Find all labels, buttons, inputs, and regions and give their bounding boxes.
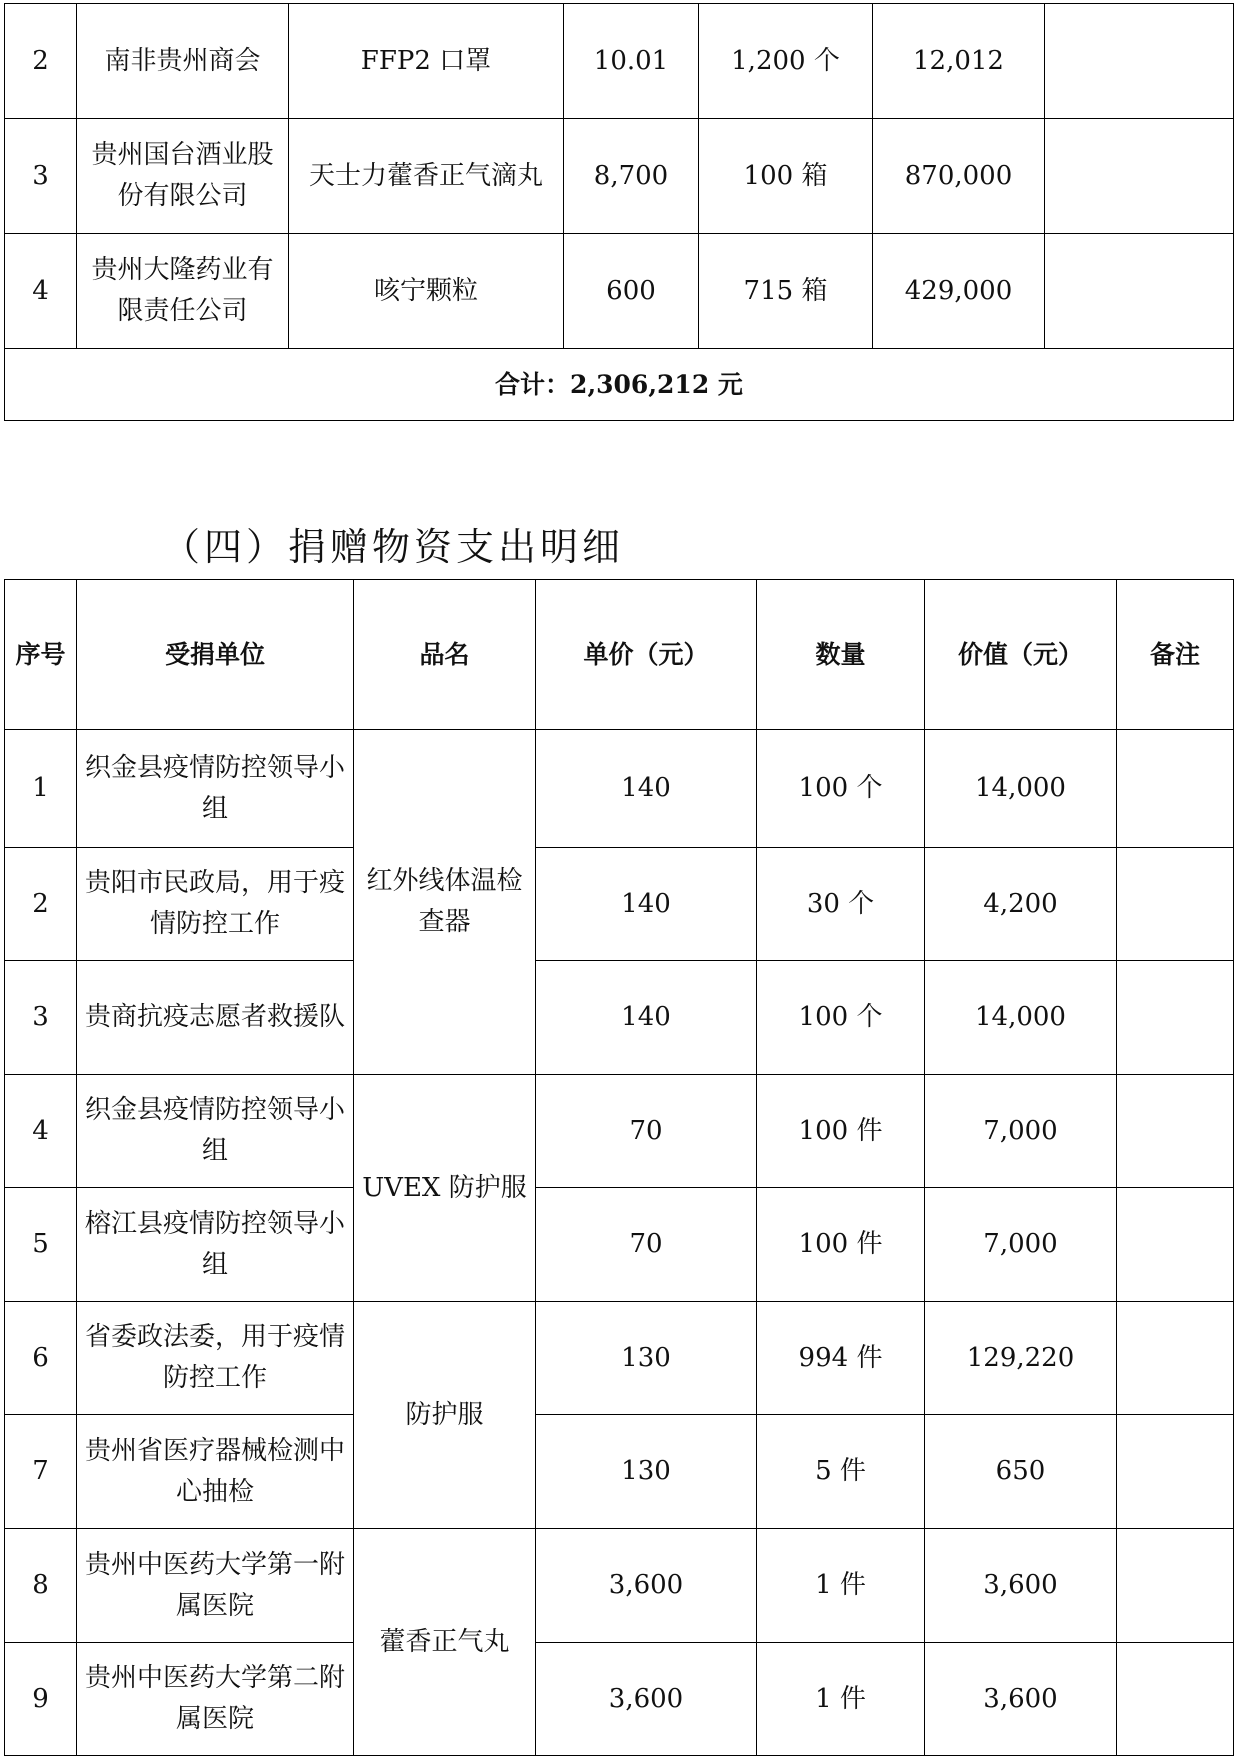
note [1045, 4, 1234, 119]
value: 12,012 [873, 4, 1045, 119]
recipient-unit: 贵阳市民政局，用于疫情防控工作 [77, 848, 354, 961]
note [1117, 1415, 1234, 1529]
recipient-unit: 榕江县疫情防控领导小组 [77, 1188, 354, 1302]
value: 7,000 [925, 1188, 1117, 1302]
quantity: 100 件 [757, 1188, 925, 1302]
quantity: 1 件 [757, 1643, 925, 1756]
quantity: 994 件 [757, 1302, 925, 1415]
note [1117, 1302, 1234, 1415]
value: 7,000 [925, 1075, 1117, 1188]
recipient-unit: 贵商抗疫志愿者救援队 [77, 961, 354, 1075]
quantity: 1 件 [757, 1529, 925, 1643]
value: 429,000 [873, 234, 1045, 349]
table-row [5, 730, 1234, 848]
header-value: 价值（元） [925, 580, 1117, 730]
table-row [5, 234, 1234, 349]
header-note: 备注 [1117, 580, 1234, 730]
quantity: 715 箱 [699, 234, 873, 349]
recipient-unit: 织金县疫情防控领导小组 [77, 730, 354, 848]
row-number: 2 [5, 848, 77, 961]
item-name: FFP2 口罩 [289, 4, 564, 119]
row-number: 8 [5, 1529, 77, 1643]
header-recipient: 受捐单位 [77, 580, 354, 730]
table-row [5, 4, 1234, 119]
donor-unit: 南非贵州商会 [77, 4, 289, 119]
item-name: 藿香正气丸 [354, 1529, 536, 1756]
item-name: 红外线体温检查器 [354, 730, 536, 1075]
unit-price: 70 [536, 1188, 757, 1302]
table-row [5, 1302, 1234, 1415]
header-no: 序号 [5, 580, 77, 730]
header-item: 品名 [354, 580, 536, 730]
row-number: 7 [5, 1415, 77, 1529]
row-number: 5 [5, 1188, 77, 1302]
value: 870,000 [873, 119, 1045, 234]
section-title: （四）捐赠物资支出明细 [162, 525, 625, 569]
header-price: 单价（元） [536, 580, 757, 730]
unit-price: 140 [536, 730, 757, 848]
item-name: 咳宁颗粒 [289, 234, 564, 349]
row-number: 3 [5, 961, 77, 1075]
quantity: 30 个 [757, 848, 925, 961]
donor-unit: 贵州大隆药业有限责任公司 [77, 234, 289, 349]
note [1117, 848, 1234, 961]
donor-unit: 贵州国台酒业股份有限公司 [77, 119, 289, 234]
value: 4,200 [925, 848, 1117, 961]
quantity: 100 箱 [699, 119, 873, 234]
item-name: UVEX 防护服 [354, 1075, 536, 1302]
row-number: 4 [5, 1075, 77, 1188]
value: 650 [925, 1415, 1117, 1529]
table-row [5, 1075, 1234, 1188]
recipient-unit: 织金县疫情防控领导小组 [77, 1075, 354, 1188]
note [1117, 1075, 1234, 1188]
value: 3,600 [925, 1529, 1117, 1643]
header-row [5, 580, 1234, 730]
unit-price: 140 [536, 961, 757, 1075]
item-name: 防护服 [354, 1302, 536, 1529]
total-row [5, 349, 1234, 421]
note [1117, 1529, 1234, 1643]
table-row [5, 1415, 1234, 1529]
total-amount: 合计：2,306,212 元 [5, 349, 1234, 421]
note [1045, 234, 1234, 349]
donation-expenditure-table [4, 579, 1234, 1756]
recipient-unit: 贵州中医药大学第一附属医院 [77, 1529, 354, 1643]
quantity: 1,200 个 [699, 4, 873, 119]
unit-price: 130 [536, 1415, 757, 1529]
quantity: 100 件 [757, 1075, 925, 1188]
value: 129,220 [925, 1302, 1117, 1415]
unit-price: 10.01 [564, 4, 699, 119]
table-row [5, 961, 1234, 1075]
note [1117, 1188, 1234, 1302]
unit-price: 3,600 [536, 1643, 757, 1756]
table-row [5, 119, 1234, 234]
quantity: 5 件 [757, 1415, 925, 1529]
value: 3,600 [925, 1643, 1117, 1756]
item-name: 天士力藿香正气滴丸 [289, 119, 564, 234]
unit-price: 8,700 [564, 119, 699, 234]
recipient-unit: 省委政法委，用于疫情防控工作 [77, 1302, 354, 1415]
recipient-unit: 贵州中医药大学第二附属医院 [77, 1643, 354, 1756]
quantity: 100 个 [757, 730, 925, 848]
row-number: 6 [5, 1302, 77, 1415]
row-number: 3 [5, 119, 77, 234]
unit-price: 130 [536, 1302, 757, 1415]
unit-price: 140 [536, 848, 757, 961]
value: 14,000 [925, 730, 1117, 848]
unit-price: 600 [564, 234, 699, 349]
unit-price: 3,600 [536, 1529, 757, 1643]
header-qty: 数量 [757, 580, 925, 730]
note [1117, 730, 1234, 848]
quantity: 100 个 [757, 961, 925, 1075]
table-row [5, 1188, 1234, 1302]
row-number: 1 [5, 730, 77, 848]
donation-received-table [4, 3, 1234, 421]
table-row [5, 1529, 1234, 1643]
note [1117, 1643, 1234, 1756]
table-row [5, 1643, 1234, 1756]
note [1045, 119, 1234, 234]
row-number: 4 [5, 234, 77, 349]
recipient-unit: 贵州省医疗器械检测中心抽检 [77, 1415, 354, 1529]
value: 14,000 [925, 961, 1117, 1075]
row-number: 2 [5, 4, 77, 119]
note [1117, 961, 1234, 1075]
unit-price: 70 [536, 1075, 757, 1188]
table-row [5, 848, 1234, 961]
row-number: 9 [5, 1643, 77, 1756]
